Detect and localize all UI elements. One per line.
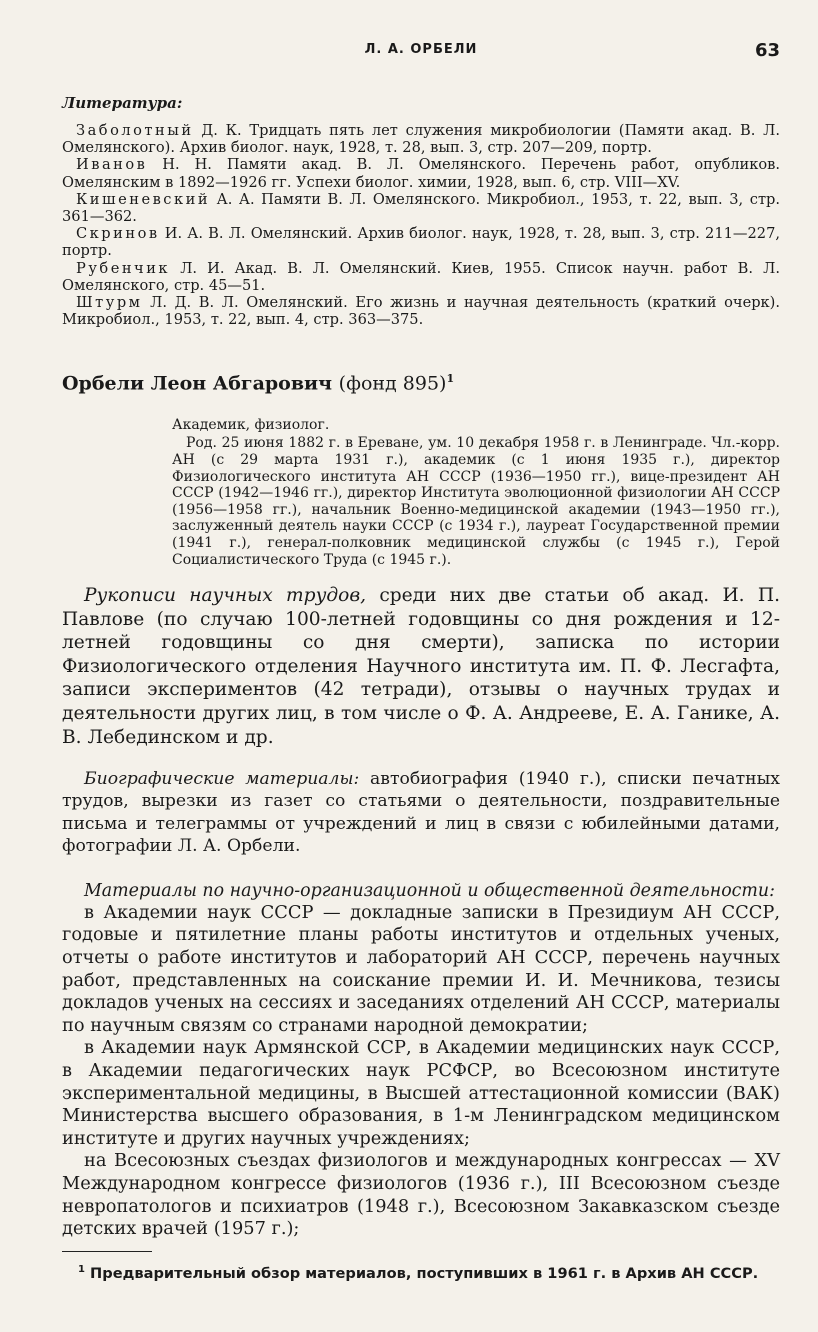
bio-role: Академик, физиолог. bbox=[172, 416, 330, 433]
manuscripts-paragraph bbox=[62, 584, 780, 749]
person-name: Орбели Леон Абгарович bbox=[62, 372, 333, 395]
literature-item bbox=[62, 122, 780, 156]
running-head: Л. А. ОРБЕЛИ bbox=[364, 42, 478, 57]
page-header bbox=[62, 40, 780, 70]
materials-item: в Академии наук Армянской ССР, в Академии медицинских наук СССР, в Академии педагогических наук РСФСР, во Всесоюзном институте экспериментальной медицины, в Высшей аттестационной комиссии (ВАК) Министерства высшего образования, в 1-м Ленинградском медицинском институте и других научных учреждениях; bbox=[62, 1037, 780, 1149]
literature-text: Д. К. Тридцать пять лет служения микробиологии (Памяти акад. В. Л. Омелянского). Архив биолог. наук, 1928, т. 28, вып. 3, стр. 207—209, портр. bbox=[62, 122, 780, 157]
materials-heading: Материалы по научно-организационной и общественной деятельности: bbox=[84, 880, 775, 901]
biographical-paragraph bbox=[62, 768, 780, 858]
materials-item: на Всесоюзных съездах физиологов и международных конгрессах — XV Международном конгрессе физиологов (1936 г.), III Всесоюзном съезде невропатологов и психиатров (1948 г.), Всесоюзном Закавказском съезде детских врачей (1957 г.); bbox=[62, 1150, 780, 1240]
literature-text: А. А. Памяти В. Л. Омелянского. Микробиол., 1953, т. 22, вып. 3, стр. 361—362. bbox=[62, 190, 780, 226]
literature-item bbox=[62, 156, 780, 190]
literature-author: Штурм bbox=[76, 294, 143, 312]
literature-author: Рубенчик bbox=[76, 259, 171, 277]
footnote-marker: 1 bbox=[446, 372, 455, 386]
literature-text: Н. Н. Памяти акад. В. Л. Омелянского. Перечень работ, опубликов. Омелянским в 1892—1926 гг. Успехи биолог. химии, 1928, вып. 6, стр. VIII—XV. bbox=[62, 156, 780, 191]
literature-item bbox=[62, 294, 780, 328]
literature-text: Л. И. Акад. В. Л. Омелянский. Киев, 1955. Список научн. работ В. Л. Омелянского, стр. 45—51. bbox=[62, 259, 780, 294]
biographical-lead: Биографические материалы: bbox=[84, 768, 360, 789]
footnote bbox=[62, 1264, 780, 1282]
literature-author: Заболотный bbox=[76, 122, 194, 139]
literature-heading: Литература: bbox=[62, 94, 183, 112]
literature-author: Кишеневский bbox=[76, 190, 211, 208]
manuscripts-text: среди них две статьи об акад. И. П. Павлове (по случаю 100-летней годовщины со дня рождения и 12-летней годовщины со дня смерти), записка по истории Физиологического отделения Научного института им. П. Ф. Лесгафта, записи экспериментов (42 тетради), отзывы о научных трудах и деятельности других лиц, в том числе о Ф. А. Андрееве, Е. А. Ганике, А. В. Лебединском и др. bbox=[62, 585, 780, 748]
footnote-divider bbox=[62, 1251, 152, 1252]
biographical-text: автобиография (1940 г.), списки печатных трудов, вырезки из газет со статьями о деятельности, поздравительные письма и телеграммы от учреждений и лиц в связи с юбилейными датами, фотографии Л. А. Орбели. bbox=[62, 768, 780, 857]
literature-item bbox=[62, 191, 780, 225]
footnote-mark: 1 bbox=[78, 1263, 85, 1275]
page-number: 63 bbox=[754, 40, 780, 61]
section-title bbox=[62, 372, 780, 394]
document-page bbox=[62, 40, 780, 1282]
footnote-text: Предварительный обзор материалов, поступивших в 1961 г. в Архив АН СССР. bbox=[84, 1264, 759, 1282]
literature-author: Скринов bbox=[76, 225, 160, 243]
fund-number: (фонд 895) bbox=[338, 372, 447, 395]
biography-block bbox=[172, 417, 780, 568]
materials-item: в Академии наук СССР — докладные записки в Президиум АН СССР, годовые и пятилетние планы работы институтов и отдельных ученых, отчеты о работе институтов и лабораторий АН СССР, перечень научных работ, представленных на соискание премии И. И. Мечникова, тезисы докладов ученых на сессиях и заседаниях отделений АН СССР, материалы по научным связям со странами народной демократии; bbox=[62, 901, 780, 1036]
literature-text: Л. Д. В. Л. Омелянский. Его жизнь и научная деятельность (краткий очерк). Микробиол., 1953, т. 22, вып. 4, стр. 363—375. bbox=[62, 294, 780, 329]
literature-item bbox=[62, 260, 780, 294]
literature-list bbox=[62, 122, 780, 328]
literature-author: Иванов bbox=[76, 156, 148, 174]
bio-text: Род. 25 июня 1882 г. в Ереване, ум. 10 декабря 1958 г. в Ленинграде. Чл.-корр. АН (с 29 марта 1931 г.), академик (с 1 июня 1935 г.), директор Физиологического института АН СССР (1936—1950 гг.), вице-президент АН СССР (1942—1946 гг.), директор Института эволюционной физиологии АН СССР (1956—1958 гг.), начальник Военно-медицинской академии (1943—1950 гг.), заслуженный деятель науки СССР (с 1934 г.), лауреат Государственной премии (1941 г.), генерал-полковник медицинской службы (с 1945 г.), Герой Социалистического Труда (с 1945 г.). bbox=[172, 435, 780, 568]
manuscripts-lead: Рукописи научных трудов, bbox=[84, 585, 367, 607]
literature-item bbox=[62, 225, 780, 259]
literature-text: И. А. В. Л. Омелянский. Архив биолог. наук, 1928, т. 28, вып. 3, стр. 211—227, портр. bbox=[62, 225, 780, 260]
